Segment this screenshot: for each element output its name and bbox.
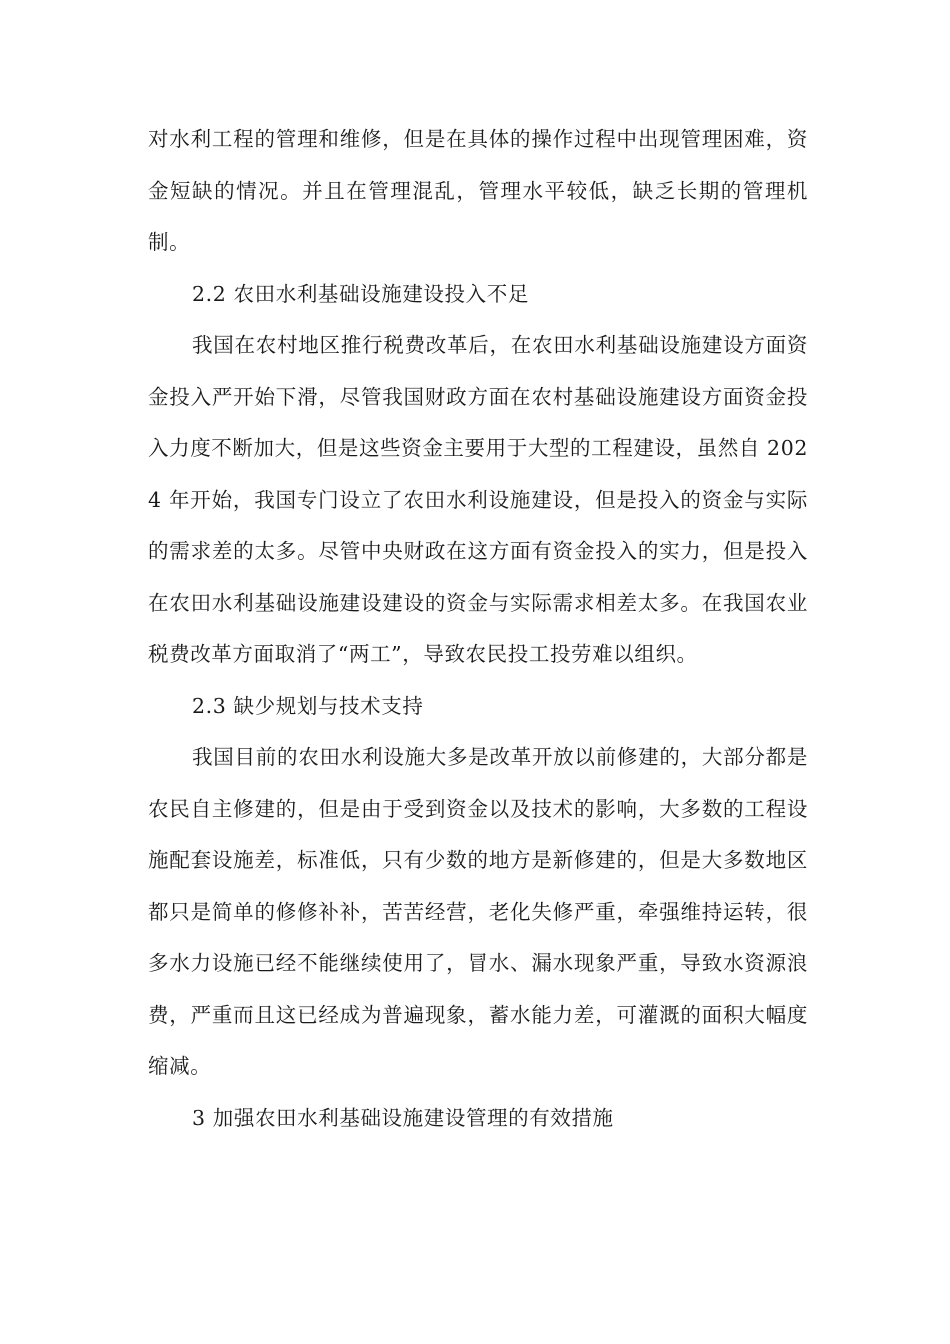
section-heading-3: 3 加强农田水利基础设施建设管理的有效措施	[192, 1105, 614, 1130]
paragraph-investment: 我国在农村地区推行税费改革后，在农田水利基础设施建设方面资金投入严开始下滑，尽管我国财政方面在农村基础设施建设方面资金投入力度不断加大，但是这些资金主要用于大型的工程建设，虽然自 2024 年开始，我国专门设立了农田水利设施建设，但是投入的资金与实际的需求差的太多。尽管中央财政在这方面有资金投入的实力，但是投入在农田水利基础设施建设建设的资金与实际需求相差太多。在我国农业税费改革方面取消了“两工”，导致农民投工投劳难以组织。	[148, 333, 808, 666]
document-page	[148, 114, 808, 1144]
section-heading-2-2: 2.2 农田水利基础设施建设投入不足	[192, 281, 529, 306]
paragraph-planning: 我国目前的农田水利设施大多是改革开放以前修建的，大部分都是农民自主修建的，但是由于受到资金以及技术的影响，大多数的工程设施配套设施差，标准低，只有少数的地方是新修建的，但是大多数地区都只是简单的修修补补，苦苦经营，老化失修严重，牵强维持运转，很多水力设施已经不能继续使用了，冒水、漏水现象严重，导致水资源浪费，严重而且这已经成为普遍现象，蓄水能力差，可灌溉的面积大幅度缩减。	[148, 745, 808, 1078]
paragraph-continued: 对水利工程的管理和维修，但是在具体的操作过程中出现管理困难，资金短缺的情况。并且在管理混乱，管理水平较低，缺乏长期的管理机制。	[148, 127, 808, 254]
section-heading-2-3: 2.3 缺少规划与技术支持	[192, 693, 424, 718]
